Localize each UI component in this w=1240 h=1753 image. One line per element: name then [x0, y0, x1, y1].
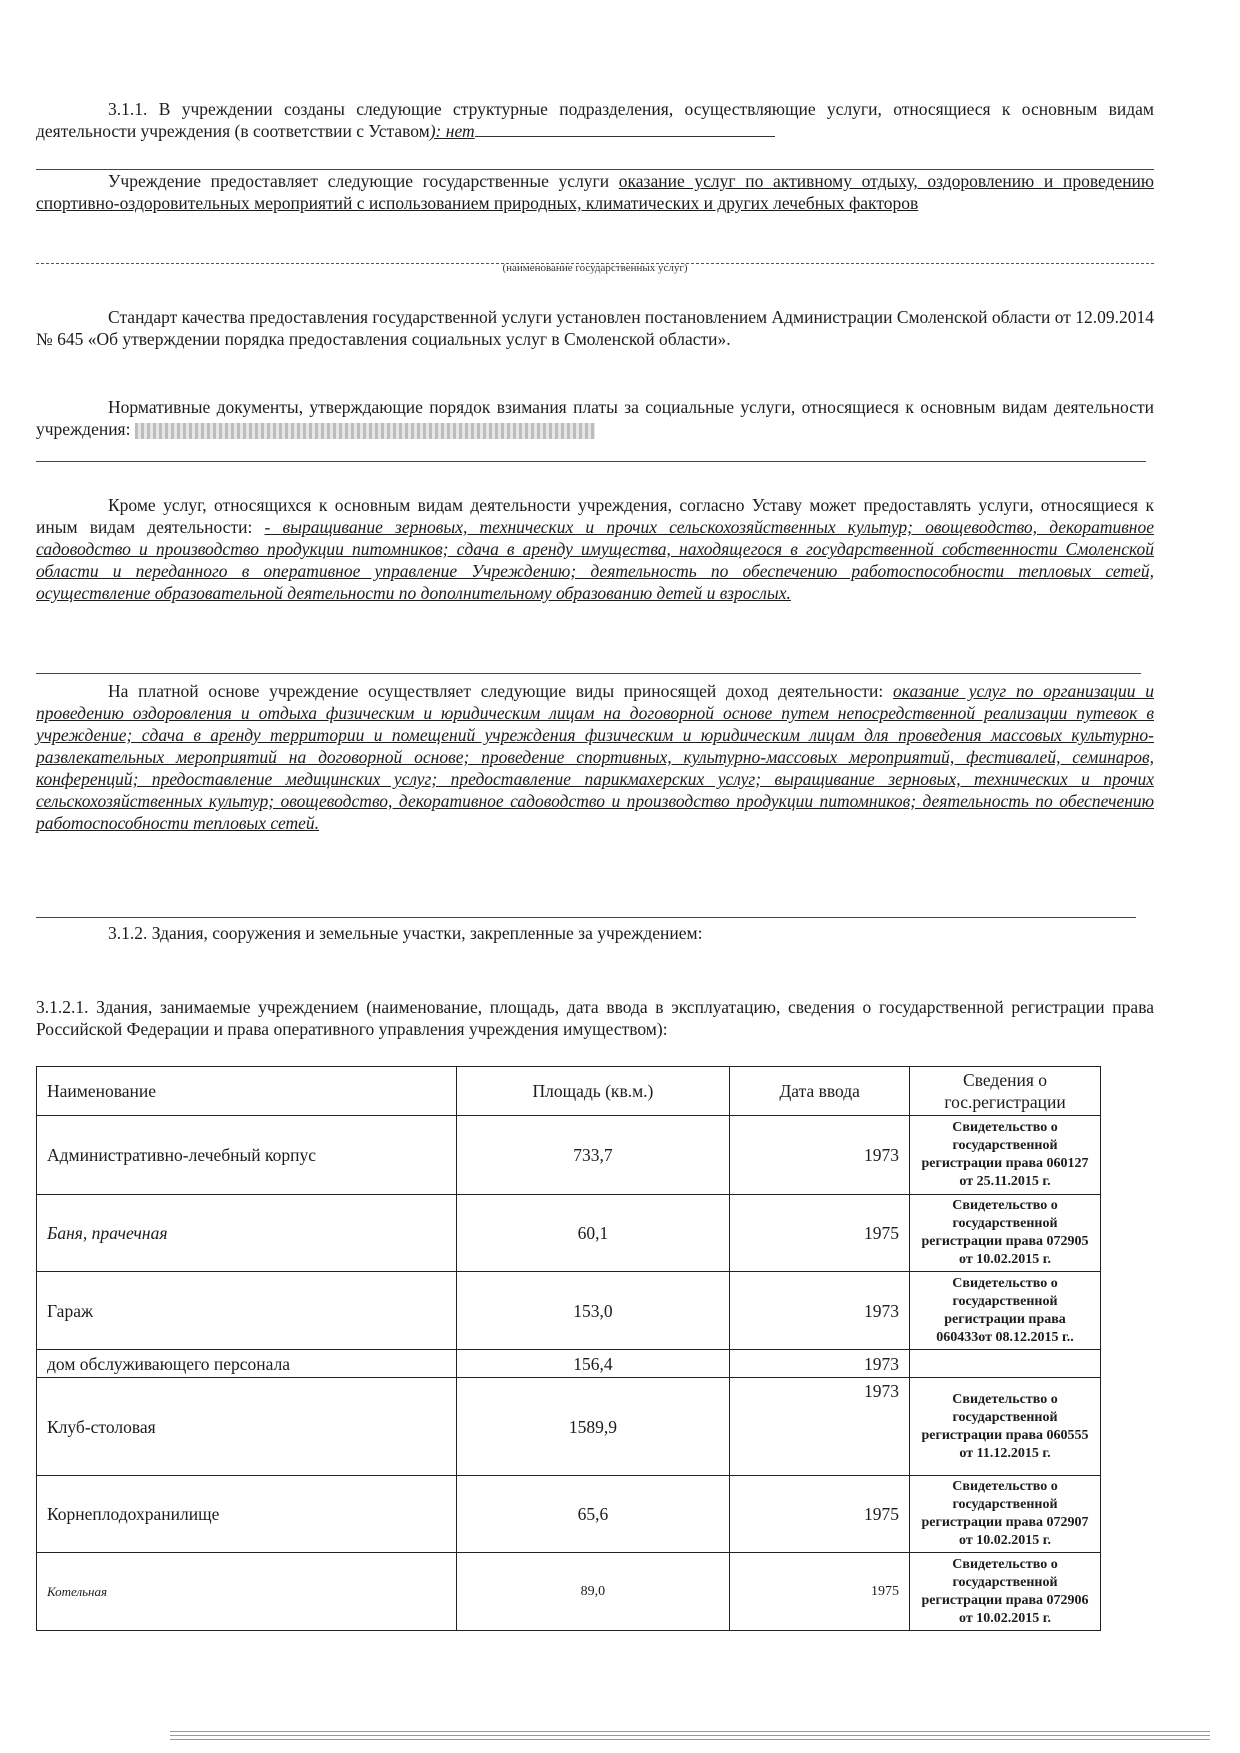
row-area: 60,1	[456, 1195, 730, 1272]
other-services-lead: Кроме услуг, относящихся к основным видам деятельности учреждения, согласно Уставу может предоставлять услуги, относящиеся к иным видам деятельности:	[36, 495, 1154, 537]
paid-services-line	[36, 916, 1136, 918]
row-name: Клуб-столовая	[37, 1378, 457, 1476]
row-area: 153,0	[456, 1272, 730, 1350]
row-year: 1975	[730, 1195, 910, 1272]
row-registration: Свидетельство о государственной регистрации права 060555 от 11.12.2015 г.	[910, 1378, 1101, 1476]
row-year: 1973	[730, 1272, 910, 1350]
services-value: оказание услуг по активному отдыху, оздоровлению и проведению спортивно-оздоровительных мероприятий с использованием природных, климатических и других лечебных факторов	[36, 171, 1154, 213]
section-3-1-2-text: 3.1.2. Здания, сооружения и земельные участки, закрепленные за учреждением:	[108, 923, 703, 943]
row-year: 1973	[730, 1350, 910, 1378]
row-year: 1973	[730, 1116, 910, 1195]
row-area: 156,4	[456, 1350, 730, 1378]
other-services-paragraph	[36, 494, 1154, 604]
row-name: дом обслуживающего персонала	[37, 1350, 457, 1378]
table-header-row	[37, 1067, 1101, 1116]
section-3-1-1-text: 3.1.1. В учреждении созданы следующие структурные подразделения, осуществляющие услуги, относящиеся к основным видам деятельности учреждения (в соответствии с Уставом	[36, 99, 1154, 141]
standard-text: Стандарт качества предоставления государственной услуги установлен постановлением Администрации Смоленской области от 12.09.2014 № 645 «Об утверждении порядка предоставления социальных услуг в Смоленской области».	[36, 307, 1154, 349]
row-name: Котельная	[37, 1553, 457, 1631]
paid-services-value: оказание услуг по организации и проведению оздоровления и отдыха физическим и юридическим лицам на договорной основе путем непосредственной реализации путевок в учреждение; сдача в аренду территории и помещений учреждения физическим и юридическим лицам для проведения массовых культурно-развлекательных мероприятий на договорной основе; проведение спортивных, культурно-массовых мероприятий, фестивалей, семинаров, конференций; предоставление медицинских услуг; предоставление парикмахерских услуг; выращивание зерновых, технических и прочих сельскохозяйственных культур; овощеводство, декоративное садоводство и производство продукции питомников; деятельность по обеспечению работоспособности тепловых сетей.	[36, 681, 1154, 833]
header-registration: Сведения о гос.регистрации	[910, 1067, 1101, 1116]
table-row	[37, 1116, 1101, 1195]
row-area: 65,6	[456, 1476, 730, 1553]
section-3-1-1-answer: ): нет	[429, 121, 475, 141]
blurred-stamp-area	[135, 423, 595, 439]
row-name: Корнеплодохранилище	[37, 1476, 457, 1553]
row-registration: Свидетельство о государственной регистрации права 060433от 08.12.2015 г..	[910, 1272, 1101, 1350]
normative-text: Нормативные документы, утверждающие порядок взимания платы за социальные услуги, относящиеся к основным видам деятельности учреждения:	[36, 397, 1154, 439]
row-area: 1589,9	[456, 1378, 730, 1476]
section-3-1-2	[36, 922, 1154, 944]
section-3-1-2-1	[36, 996, 1154, 1040]
row-year: 1975	[730, 1476, 910, 1553]
row-name: Гараж	[37, 1272, 457, 1350]
table-row	[37, 1378, 1101, 1476]
row-registration	[910, 1350, 1101, 1378]
services-paragraph	[36, 170, 1154, 214]
row-registration: Свидетельство о государственной регистрации права 060127 от 25.11.2015 г.	[910, 1116, 1101, 1195]
services-lead: Учреждение предоставляет следующие государственные услуги	[108, 171, 610, 191]
row-year: 1975	[730, 1553, 910, 1631]
header-area: Площадь (кв.м.)	[456, 1067, 730, 1116]
services-caption: (наименование государственных услуг)	[502, 262, 688, 274]
normative-paragraph	[36, 396, 1154, 440]
section-3-1-1	[36, 98, 1154, 142]
buildings-table	[36, 1066, 1101, 1631]
other-services-line	[36, 672, 1141, 674]
header-date: Дата ввода	[730, 1067, 910, 1116]
table-row	[37, 1553, 1101, 1631]
document-page	[36, 0, 1154, 1753]
row-area: 733,7	[456, 1116, 730, 1195]
standard-paragraph	[36, 306, 1154, 350]
row-registration: Свидетельство о государственной регистрации права 072906 от 10.02.2015 г.	[910, 1553, 1101, 1631]
paid-services-lead: На платной основе учреждение осуществляет следующие виды приносящей доход деятельности:	[108, 681, 884, 701]
scan-edge-lines	[170, 1728, 1210, 1740]
row-area: 89,0	[456, 1553, 730, 1631]
normative-line	[36, 460, 1146, 462]
row-registration: Свидетельство о государственной регистрации права 072905 от 10.02.2015 г.	[910, 1195, 1101, 1272]
table-row	[37, 1195, 1101, 1272]
header-name: Наименование	[37, 1067, 457, 1116]
row-name: Административно-лечебный корпус	[37, 1116, 457, 1195]
row-name: Баня, прачечная	[37, 1195, 457, 1272]
table-row	[37, 1350, 1101, 1378]
table-row	[37, 1476, 1101, 1553]
paid-services-paragraph	[36, 680, 1154, 834]
other-services-value: - выращивание зерновых, технических и прочих сельскохозяйственных культур; овощеводство, декоративное садоводство и производство продукции питомников; сдача в аренду имущества, находящегося в государственной собственности Смоленской области и переданного в оперативное управление Учреждению; деятельность по обеспечению работоспособности тепловых сетей, осуществление образовательной деятельности по дополнительному образованию детей и взрослых.	[36, 517, 1155, 603]
row-registration: Свидетельство о государственной регистрации права 072907 от 10.02.2015 г.	[910, 1476, 1101, 1553]
answer-blank-line	[475, 136, 775, 137]
table-row	[37, 1272, 1101, 1350]
row-year: 1973	[730, 1378, 910, 1476]
section-3-1-2-1-text: 3.1.2.1. Здания, занимаемые учреждением (наименование, площадь, дата ввода в эксплуатацию, сведения о государственной регистрации права Российской Федерации и права оперативного управления учреждения имуществом):	[36, 997, 1154, 1039]
